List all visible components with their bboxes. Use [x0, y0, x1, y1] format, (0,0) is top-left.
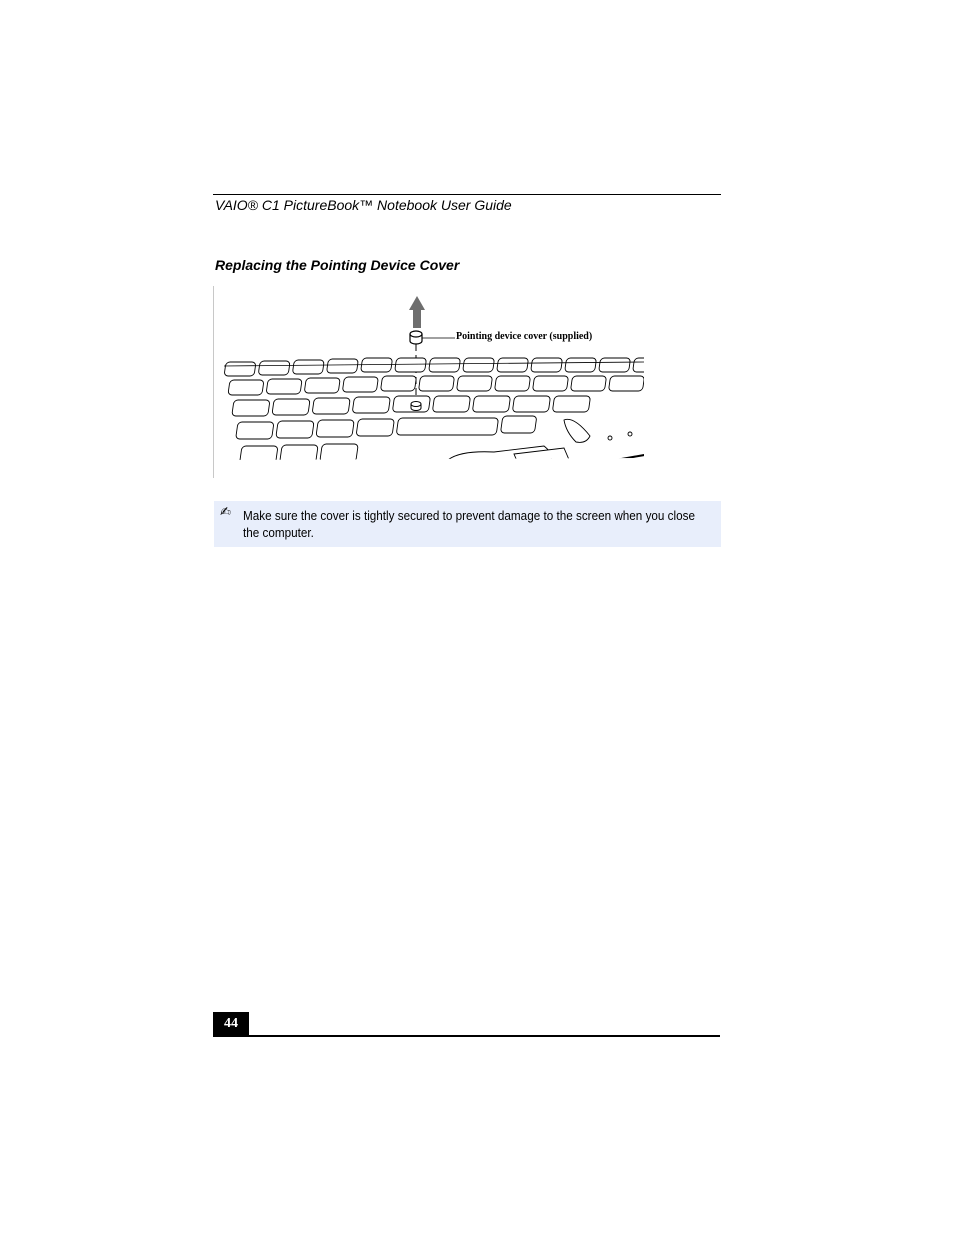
keyboard-illustration [224, 358, 654, 468]
running-title: VAIO® C1 PictureBook™ Notebook User Guide [215, 197, 512, 213]
page-number: 44 [213, 1012, 249, 1036]
callout-label: Pointing device cover (supplied) [456, 331, 593, 342]
up-arrow-icon [409, 296, 425, 328]
pointing-device-cover-icon [410, 331, 422, 344]
header-rule [213, 194, 721, 195]
note-box [214, 501, 721, 547]
footer-rule [213, 1035, 720, 1037]
pointing-device-nub-icon [411, 402, 421, 411]
section-heading: Replacing the Pointing Device Cover [215, 257, 460, 273]
note-pencil-icon: ✍ [220, 505, 231, 520]
keyboard-figure [214, 286, 654, 478]
note-text: Make sure the cover is tightly secured to prevent damage to the screen when you close the computer. [243, 508, 695, 540]
